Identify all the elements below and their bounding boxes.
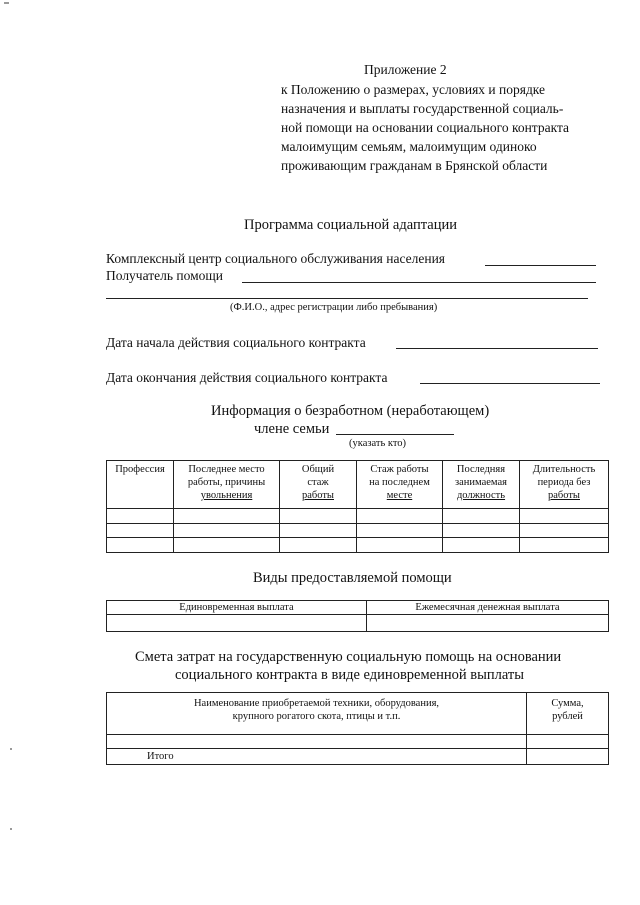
table-cell[interactable]	[107, 615, 367, 632]
table-cell[interactable]	[527, 735, 609, 749]
aid-table	[106, 600, 609, 632]
table-row	[107, 538, 609, 553]
recipient-fill-line[interactable]	[242, 282, 596, 283]
table-cell[interactable]	[280, 509, 357, 524]
aid-title: Виды предоставляемой помощи	[253, 570, 452, 586]
unemployed-table	[106, 460, 609, 553]
table-cell[interactable]	[443, 524, 520, 538]
appendix-line: ной помощи на основании социального контракта	[281, 120, 570, 135]
table-cell[interactable]	[357, 538, 443, 553]
aid-col-lump-sum: Единовременная выплата	[107, 601, 367, 615]
table-cell[interactable]	[367, 615, 609, 632]
budget-title-2: социального контракта в виде единовременной выплаты	[175, 667, 524, 683]
table-cell[interactable]	[520, 509, 609, 524]
page-title: Программа социальной адаптации	[244, 217, 457, 233]
table-cell[interactable]	[357, 524, 443, 538]
appendix-line: назначения и выплаты государственной социаль-	[281, 101, 564, 116]
end-date-label: Дата окончания действия социального контракта	[106, 370, 388, 385]
budget-header-row	[107, 693, 609, 735]
scan-speck	[10, 748, 12, 750]
appendix-line: малоимущим семьям, малоимущим одиноко	[281, 139, 537, 154]
recipient-fill-line-2[interactable]	[106, 298, 588, 299]
budget-total-row	[107, 749, 609, 765]
end-date-fill-line[interactable]	[420, 383, 600, 384]
recipient-label: Получатель помощи	[106, 268, 224, 283]
table-cell[interactable]	[443, 509, 520, 524]
appendix-line: к Положению о размерах, условиях и порядке	[281, 82, 546, 97]
budget-title: Смета затрат на государственную социальную помощь на основании	[135, 649, 562, 665]
budget-total-label: Итого	[147, 750, 174, 762]
budget-total-cell	[107, 749, 527, 765]
table-cell[interactable]	[443, 538, 520, 553]
table-header-row	[107, 461, 609, 509]
table-cell[interactable]	[107, 524, 174, 538]
appendix-title: Приложение 2	[364, 62, 447, 77]
budget-col-item: Наименование приобретаемой техники, оборудования, крупного рогатого скота, птицы и т.п.	[107, 693, 527, 735]
start-date-label: Дата начала действия социального контракта	[106, 335, 366, 350]
table-row	[107, 615, 609, 632]
table-cell[interactable]	[520, 524, 609, 538]
table-cell[interactable]	[357, 509, 443, 524]
table-cell[interactable]	[280, 538, 357, 553]
budget-table	[106, 692, 609, 765]
col-unemployment-duration: Длительность периода без работы	[520, 461, 609, 509]
center-label: Комплексный центр социального обслуживания населения	[106, 251, 446, 266]
table-cell[interactable]	[107, 509, 174, 524]
col-profession: Профессия	[107, 461, 174, 509]
table-cell[interactable]	[527, 749, 609, 765]
aid-col-monthly: Ежемесячная денежная выплата	[367, 601, 609, 615]
budget-col-amount: Сумма, рублей	[527, 693, 609, 735]
center-fill-line[interactable]	[485, 265, 596, 266]
family-member-fill-line[interactable]	[336, 434, 454, 435]
table-row	[107, 735, 609, 749]
scan-speck	[10, 828, 12, 830]
table-cell[interactable]	[174, 538, 280, 553]
scan-speck	[4, 2, 9, 4]
recipient-note: (Ф.И.О., адрес регистрации либо пребывания)	[230, 302, 438, 313]
unemployed-title: Информация о безработном (неработающем)	[211, 403, 490, 419]
table-cell[interactable]	[107, 735, 527, 749]
table-cell[interactable]	[107, 538, 174, 553]
table-row	[107, 509, 609, 524]
start-date-fill-line[interactable]	[396, 348, 598, 349]
unemployed-title-2: члене семьи	[254, 421, 330, 437]
unemployed-note: (указать кто)	[349, 438, 407, 449]
table-cell[interactable]	[174, 524, 280, 538]
col-total-experience: Общий стаж работы	[280, 461, 357, 509]
table-cell[interactable]	[520, 538, 609, 553]
table-cell[interactable]	[174, 509, 280, 524]
col-last-position: Последняя занимаемая должность	[443, 461, 520, 509]
table-cell[interactable]	[280, 524, 357, 538]
appendix-line: проживающим гражданам в Брянской области	[281, 158, 548, 173]
table-row	[107, 524, 609, 538]
col-last-workplace: Последнее место работы, причины увольнения	[174, 461, 280, 509]
aid-header-row	[107, 601, 609, 615]
col-last-place-experience: Стаж работы на последнем месте	[357, 461, 443, 509]
